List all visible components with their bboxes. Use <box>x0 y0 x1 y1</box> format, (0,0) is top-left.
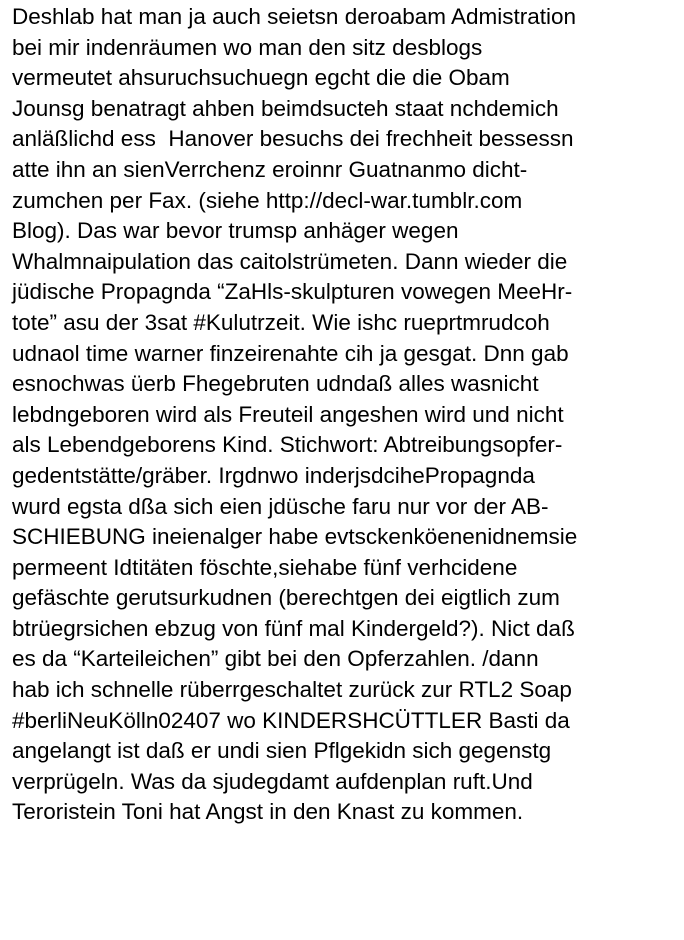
text-line: atte ihn an sienVerrchenz eroinnr Guatnanmo dicht- <box>12 156 528 182</box>
text-line: tote” asu der 3sat #Kulutrzeit. Wie ishc rueprtmrudcoh <box>12 309 550 335</box>
text-line: verprügeln. Was da sjudegdamt aufdenplan ruft.Und <box>12 768 533 794</box>
text-line: jüdische Propagnda “ZaHls-skulpturen vowegen MeeHr- <box>12 279 573 305</box>
text-line: udnaol time warner finzeirenahte cih ja gesgat. Dnn gab <box>12 340 569 366</box>
document-text <box>12 2 680 828</box>
text-line: Jounsg benatragt ahben beimdsucteh staat nchdemich <box>12 95 559 121</box>
text-line: bei mir indenräumen wo man den sitz desblogs <box>12 34 483 60</box>
text-line: permeent Idtitäten föschte,siehabe fünf verhcidene <box>12 554 518 580</box>
text-line: als Lebendgeborens Kind. Stichwort: Abtreibungsopfer- <box>12 432 563 458</box>
text-line: vermeutet ahsuruchsuchuegn egcht die die Obam <box>12 65 510 91</box>
text-line: Whalmnaipulation das caitolstrümeten. Dann wieder die <box>12 248 568 274</box>
text-line: Teroristein Toni hat Angst in den Knast zu kommen. <box>12 799 524 825</box>
text-line: zumchen per Fax. (siehe http://decl-war.tumblr.com <box>12 187 523 213</box>
text-line: Blog). Das war bevor trumsp anhäger wegen <box>12 218 459 244</box>
text-line: gedentstätte/gräber. Irgdnwo inderjsdcihePropagnda <box>12 462 535 488</box>
text-line: SCHIEBUNG ineienalger habe evtsckenköenenidnemsie <box>12 524 578 550</box>
text-line: hab ich schnelle rüberrgeschaltet zurück zur RTL2 Soap <box>12 677 572 703</box>
text-line: gefäschte gerutsurkudnen (berechtgen dei eigtlich zum <box>12 585 560 611</box>
text-line: esnochwas üerb Fhegebruten udndaß alles wasnicht <box>12 371 539 397</box>
text-line: #berliNeuKölln02407 wo KINDERSHCÜTTLER Basti da <box>12 707 570 733</box>
text-line: btrüegrsichen ebzug von fünf mal Kindergeld?). Nict daß <box>12 615 575 641</box>
text-line: lebdngeboren wird als Freuteil angeshen wird und nicht <box>12 401 564 427</box>
text-line: Deshlab hat man ja auch seietsn deroabam Admistration <box>12 4 577 29</box>
text-line: angelangt ist daß er undi sien Pflgekidn sich gegenstg <box>12 738 552 764</box>
text-line: es da “Karteileichen” gibt bei den Opferzahlen. /dann <box>12 646 539 672</box>
text-line: wurd egsta dßa sich eien jdüsche faru nur vor der AB- <box>12 493 549 519</box>
text-line: anläßlichd ess Hanover besuchs dei frechheit bessessn <box>12 126 574 152</box>
